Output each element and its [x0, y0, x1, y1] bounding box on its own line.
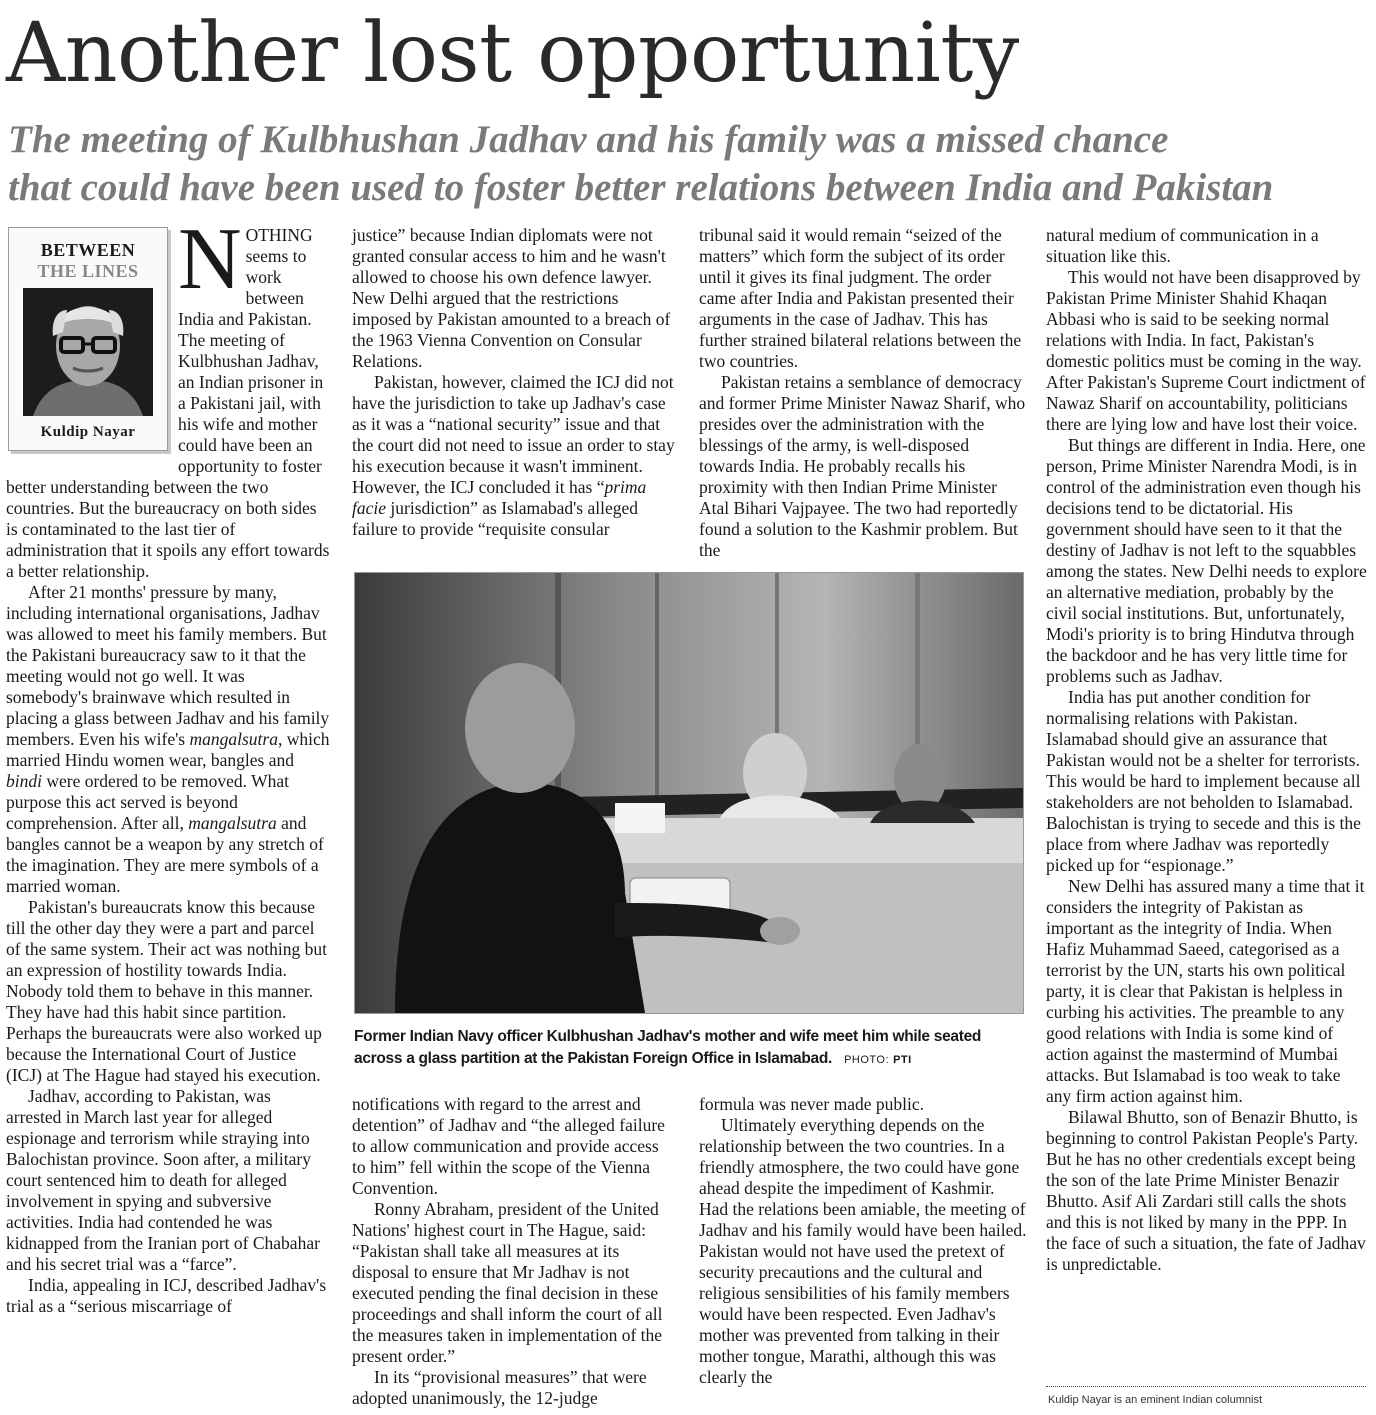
article-column-1: N OTHING seems to work between India and Pakistan. The meeting of Kulbhushan Jadhav, an Indian prisoner in a Pakistani jail, with his wife and mother could have been an opportunity to foster better understanding between the two countries. But the bureaucracy on both sides is contaminated to the last tier of administration that it spoils any effort towards a better relationship. After 21 months' pressure by many, including international organisations, Jadhav was allowed to meet his family members. But the Pakistani bureaucracy saw to it that the meeting would not go well. It was somebody's brainwave which resulted in placing a glass between Jadhav and his family members. Even his wife's mangalsutra, which married Hindu women wear, bangles and bindi were ordered to be removed. What purpose this act served is beyond comprehension. After all, mangalsutra and bangles cannot be a weapon by any stretch of the imagination. They are mere symbols of a married woman. Pakistan's bureaucrats know this because till the other day they were a part and parcel of the same system. Their act was nothing but an expression of hostility towards India. Nobody told them to behave in this manner. They have had this habit since partition. Perhaps the bureaucrats were also worked up because the International Court of Justice (ICJ) at The Hague had stayed his execution. Jadhav, according to Pakistan, was arrested in March last year for alleged espionage and terrorism while straying into Balochistan province. Soon after, a military court sentenced him to death for alleged involvement in spying and subversive activities. India had contended he was kidnapped from the Iranian port of Chabahar and his secret trial was a “farce”. India, appealing in ICJ, described Jadhav's trial as a “serious miscarriage of [6, 211, 330, 1316]
drop-cap: N [178, 211, 242, 308]
byline: Kuldip Nayar [40, 424, 136, 440]
deck-line-2: that could have been used to foster better relations between India and Pakistan [8, 166, 1274, 209]
article-column-3-bottom: formula was never made public. Ultimately everything depends on the relationship between the two countries. In a friendly atmosphere, the two could have gone ahead despite the impediment of Kashmir. Had the relations been amiable, the meeting of Jadhav and his family would have been hailed. Pakistan would not have used the pretext of security precautions and the cultural and religious sensibilities of his family members would have been respected. Even Jadhav's mother was prevented from talking in their mother tongue, Marathi, although this was clearly the [699, 1094, 1027, 1387]
photo-credit: PTI [893, 1054, 912, 1066]
photo-caption [354, 1026, 1026, 1071]
article-column-4: natural medium of communication in a situation like this. This would not have been disapproved by Pakistan Prime Minister Shahid Khaqan Abbasi who is said to be seeking normal relations with India. In fact, Pakistan's domestic politics must be coming in the way. After Pakistan's Supreme Court indictment of Nawaz Sharif on accountability, politicians there are lying low and have lost their voice. But things are different in India. Here, one person, Prime Minister Narendra Modi, is in control of the administration even though his decisions tend to be dictatorial. His government should have seen to it that the destiny of Jadhav is not left to the squabbles among the states. New Delhi needs to explore an alternative mediation, probably by the civil social institutions. But, unfortunately, Modi's priority is to bring Hindutva through the backdoor and he has very little time for problems such as Jadhav. India has put another condition for normalising relations with Pakistan. Islamabad should give an assurance that Pakistan would not be a shelter for terrorists. This would be hard to implement because all stakeholders are not beholden to Islamabad. Balochistan is trying to secede and this is the place from where Jadhav was reportedly picked up for “espionage.” New Delhi has assured many a time that it considers the integrity of Pakistan as important as the integrity of India. When Hafiz Muhammad Saeed, categorised as a terrorist by the UN, starts his own political party, it is clear that Pakistan is helpless in curbing his activities. The preamble to any good relations with India is some kind of action against the mastermind of Mumbai attacks. But Islamabad is too weak to take any firm action against him. Bilawal Bhutto, son of Benazir Bhutto, is beginning to control Pakistan People's Party. But he has no other credentials except being the son of the late Prime Minister Benazir Bhutto. Asif Ali Zardari still calls the shots and this is not liked by many in the PPP. In the face of such a situation, the fate of Jadhav is unpredictable. [1046, 225, 1367, 1274]
photo-caption-text: Former Indian Navy officer Kulbhushan Jadhav's mother and wife meet him while seated across a glass partition at the Pakistan Foreign Office in Islamabad. [354, 1028, 982, 1067]
news-photo-image [355, 573, 1023, 1013]
headline: Another lost opportunity [6, 6, 1019, 101]
deck [8, 116, 1374, 212]
footnote-rule [1046, 1386, 1366, 1387]
column-kicker-line-2: THE LINES [37, 261, 139, 281]
article-column-2-bottom: notifications with regard to the arrest and detention” of Jadhav and “the alleged failure to allow communication and provide access to him” fell within the scope of the Vienna Convention. Ronny Abraham, president of the United Nations' highest court in The Hague, said: “Pakistan shall take all measures at its disposal to ensure that Mr Jadhav is not executed pending the final decision in these proceedings and shall inform the court of all the measures taken in implementation of the present order.” In its “provisional measures” that were adopted unanimously, the 12-judge [352, 1094, 665, 1408]
article-column-3-top: tribunal said it would remain “seized of the matters” which form the subject of its order until it gives its final judgment. The order came after India and Pakistan presented their arguments in the case of Jadhav. This has further strained bilateral relations between the two countries. Pakistan retains a semblance of democracy and former Prime Minister Nawaz Sharif, who presides over the administration with the blessings of the army, is well-disposed towards India. He probably recalls his proximity with then Indian Prime Minister Atal Bihari Vajpayee. The two had reportedly found a solution to the Kashmir problem. But the [699, 225, 1026, 560]
photo-credit-label: PHOTO: [844, 1054, 890, 1066]
author-footnote: Kuldip Nayar is an eminent Indian columnist [1048, 1394, 1263, 1406]
deck-line-1: The meeting of Kulbhushan Jadhav and his family was a missed chance [8, 118, 1169, 161]
news-photo [354, 572, 1024, 1014]
column-kicker-line-1: BETWEEN [40, 240, 136, 260]
article-column-2-top: justice” because Indian diplomats were not granted consular access to him and he wasn't allowed to choose his own defence lawyer. New Delhi argued that the restrictions imposed by Pakistan amounted to a breach of the 1963 Vienna Convention on Consular Relations. Pakistan, however, claimed the ICJ did not have the jurisdiction to take up Jadhav's case as it was a “national security” issue and that the court did not need to issue an order to stay his execution because it wasn't imminent. However, the ICJ concluded it has “prima facie jurisdiction” as Islamabad's alleged failure to provide “requisite consular [352, 225, 675, 539]
